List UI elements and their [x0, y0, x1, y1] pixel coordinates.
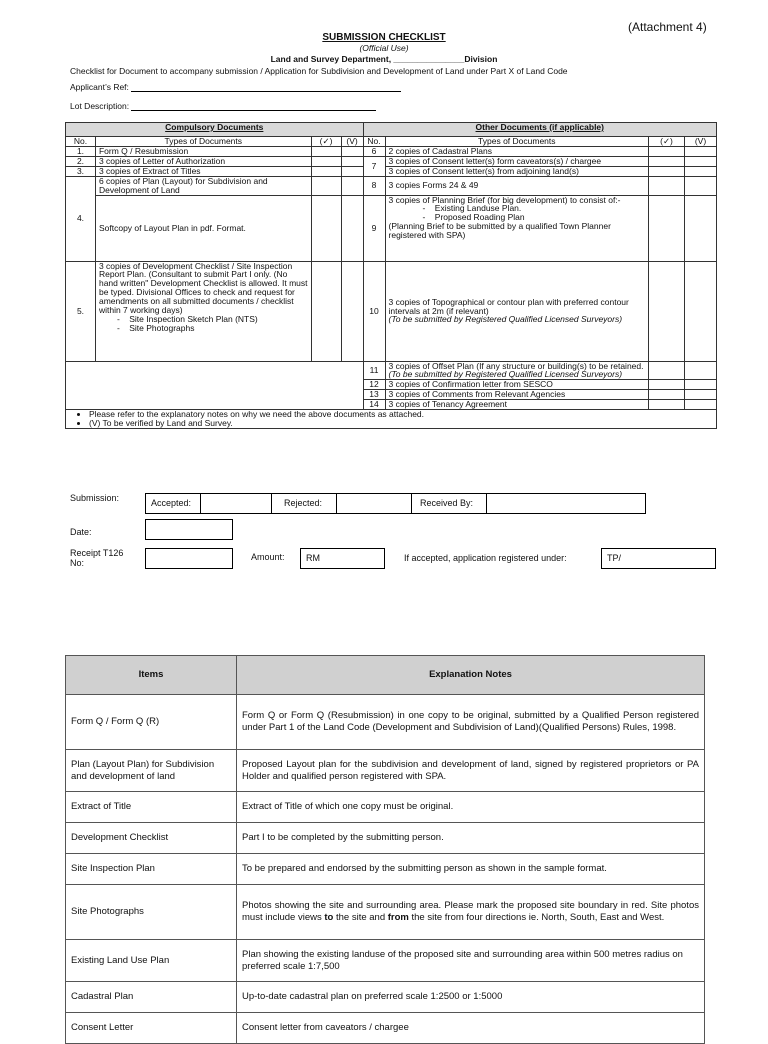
- amount-box[interactable]: RM: [300, 548, 385, 569]
- sub-item: - Site Photographs: [116, 322, 195, 333]
- row-no: 7: [363, 156, 385, 176]
- verify-cell[interactable]: [684, 176, 716, 195]
- doc-type: 2 copies of Cadastral Plans: [385, 146, 649, 156]
- tp-box[interactable]: TP/: [601, 548, 716, 569]
- row-no: 13: [363, 390, 385, 400]
- row-no: 4.: [66, 176, 96, 261]
- col-tick: (✓): [311, 137, 341, 147]
- attachment-label: (Attachment 4): [628, 20, 707, 34]
- lot-description-field: [70, 101, 376, 111]
- doc-type: 3 copies of Letter of Authorization: [95, 156, 311, 166]
- registered-label: If accepted, application registered under:: [404, 553, 567, 563]
- verify-cell[interactable]: [684, 166, 716, 176]
- doc-type: Softcopy of Layout Plan in pdf. Format.: [95, 195, 311, 261]
- item-cell: Consent Letter: [66, 1013, 237, 1044]
- doc-type: 6 copies of Plan (Layout) for Subdivision and Development of Land: [95, 176, 311, 195]
- rejected-label: Rejected:: [271, 493, 337, 514]
- note-cell: Plan showing the existing landuse of the proposed site and surrounding area within 500 metres radius on preferred scale 1:7,500: [237, 940, 705, 982]
- item-cell: Site Photographs: [66, 885, 237, 940]
- row-no: 14: [363, 400, 385, 410]
- tick-cell[interactable]: [649, 261, 685, 361]
- verify-cell[interactable]: [684, 380, 716, 390]
- doc-type: 3 copies of Tenancy Agreement: [385, 400, 649, 410]
- row-no: 2.: [66, 156, 96, 166]
- notes-cell: [66, 410, 717, 429]
- sub-item-label: Site Inspection Sketch Plan (NTS): [129, 314, 258, 325]
- note-cell: Consent letter from caveators / chargee: [237, 1013, 705, 1044]
- tick-cell[interactable]: [649, 176, 685, 195]
- verify-cell[interactable]: [684, 195, 716, 261]
- note-cell: To be prepared and endorsed by the submitting person as shown in the sample format.: [237, 854, 705, 885]
- submission-label: Submission:: [70, 493, 120, 503]
- col-v: (V): [341, 137, 363, 147]
- applicant-ref-label: Applicant’s Ref:: [70, 82, 129, 92]
- doc-type-italic: (To be submitted by Registered Qualified Licensed Surveyors): [388, 369, 623, 380]
- receipt-box[interactable]: [145, 548, 233, 569]
- note-text: Photos showing the site and surrounding area. Please mark the proposed site boundary in red. Site photos must include views: [242, 900, 699, 923]
- amount-label: Amount:: [251, 552, 285, 562]
- doc-type-text: 3 copies of Planning Brief (for big development) to consist of:-: [388, 194, 621, 205]
- tick-cell[interactable]: [649, 195, 685, 261]
- tick-cell[interactable]: [649, 380, 685, 390]
- tick-cell[interactable]: [649, 361, 685, 380]
- verify-cell[interactable]: [341, 195, 363, 261]
- explanation-table: [65, 655, 705, 1044]
- page-title: SUBMISSION CHECKLIST: [322, 32, 446, 43]
- note-cell: Up-to-date cadastral plan on preferred scale 1:2500 or 1:5000: [237, 982, 705, 1013]
- tick-cell[interactable]: [311, 156, 341, 166]
- col-types: Types of Documents: [95, 137, 311, 147]
- row-no: 9: [363, 195, 385, 261]
- other-title: Other Documents (if applicable): [363, 123, 716, 137]
- verify-cell[interactable]: [341, 146, 363, 156]
- sub-item: - Site Inspection Sketch Plan (NTS): [116, 314, 258, 325]
- department-label: Land and Survey Department, _______________Division: [270, 54, 498, 64]
- note-item: • Please refer to the explanatory notes on why we need the above documents as attached.: [89, 410, 713, 419]
- doc-type: [95, 261, 311, 361]
- checklist-table: [65, 122, 717, 429]
- note-cell: Part I to be completed by the submitting person.: [237, 823, 705, 854]
- verify-cell[interactable]: [684, 146, 716, 156]
- sub-item-label: Existing Landuse Plan.: [434, 203, 522, 214]
- tick-cell[interactable]: [649, 166, 685, 176]
- receipt-label-line1: Receipt T126: [70, 548, 124, 558]
- tick-cell[interactable]: [649, 156, 685, 166]
- doc-type: 3 copies of Comments from Relevant Agencies: [385, 390, 649, 400]
- received-box[interactable]: [486, 493, 646, 514]
- row-no: 10: [363, 261, 385, 361]
- item-cell: Cadastral Plan: [66, 982, 237, 1013]
- col-no: No.: [363, 137, 385, 147]
- doc-type: Form Q / Resubmission: [95, 146, 311, 156]
- item-cell: Site Inspection Plan: [66, 854, 237, 885]
- row-no: 6: [363, 146, 385, 156]
- sub-item-label: Site Photographs: [129, 322, 195, 333]
- note-emphasis: to: [324, 912, 334, 923]
- sub-item-label: Proposed Roading Plan: [434, 212, 525, 223]
- tick-cell[interactable]: [311, 146, 341, 156]
- doc-type-tail: (Planning Brief to be submitted by a qualified Town Planner registered with SPA): [388, 221, 611, 241]
- tick-cell[interactable]: [649, 390, 685, 400]
- verify-cell[interactable]: [341, 156, 363, 166]
- col-tick: (✓): [649, 137, 685, 147]
- col-items: Items: [66, 656, 237, 695]
- item-cell: Extract of Title: [66, 792, 237, 823]
- doc-type-text: 3 copies of Offset Plan (If any structure or building(s) to be retained.: [388, 360, 644, 371]
- doc-type-italic: (To be submitted by Registered Qualified Licensed Surveyors): [388, 314, 623, 325]
- doc-type: 3 copies of Extract of Titles: [95, 166, 311, 176]
- applicant-ref-line: [131, 82, 401, 92]
- lot-description-label: Lot Description:: [70, 101, 130, 111]
- doc-type-text: 3 copies of Development Checklist / Site Inspection Report Plan. (Consultant to submit Part I only. (No hand written" Development Checklist is allowed. It must be typed. Divisional Offices to check and request for amendments on all submitted documents / checklist within 7 working days): [98, 260, 308, 316]
- tick-cell[interactable]: [649, 146, 685, 156]
- col-v: (V): [684, 137, 716, 147]
- sub-item: - Existing Landuse Plan.: [422, 203, 522, 214]
- blank-cell: [66, 361, 364, 410]
- date-box[interactable]: [145, 519, 233, 540]
- received-label: Received By:: [411, 493, 487, 514]
- doc-type: [385, 195, 649, 261]
- doc-type: [385, 361, 649, 380]
- item-cell: Plan (Layout Plan) for Subdivision and development of land: [66, 750, 237, 792]
- note-text: the site from four directions ie. North, South, East and West.: [408, 912, 665, 923]
- verify-cell[interactable]: [684, 361, 716, 380]
- col-no: No.: [66, 137, 96, 147]
- row-no: 3.: [66, 166, 96, 176]
- item-cell: Development Checklist: [66, 823, 237, 854]
- note-cell: Form Q or Form Q (Resubmission) in one copy to be original, submitted by a Qualified Person registered under Part 1 of the Land Code (Development and Subdivision of Land)(Qualified Persons) Rules, 1998.: [237, 695, 705, 750]
- note-item: • (V) To be verified by Land and Survey.: [89, 419, 713, 428]
- doc-type: 3 copies Forms 24 & 49: [385, 176, 649, 195]
- verify-cell[interactable]: [684, 156, 716, 166]
- row-no: 5.: [66, 261, 96, 361]
- row-no: 8: [363, 176, 385, 195]
- note-emphasis: from: [387, 912, 409, 923]
- note-cell: Proposed Layout plan for the subdivision and development of land, signed by registered proprietors or PA Holder and qualified person registered with SPA.: [237, 750, 705, 792]
- col-notes: Explanation Notes: [237, 656, 705, 695]
- official-use-label: (Official Use): [359, 43, 409, 53]
- note-cell: Extract of Title of which one copy must be original.: [237, 792, 705, 823]
- verify-cell[interactable]: [341, 176, 363, 195]
- tick-cell[interactable]: [311, 195, 341, 261]
- note-cell: [237, 885, 705, 940]
- rejected-box[interactable]: [336, 493, 412, 514]
- row-no: 1.: [66, 146, 96, 156]
- note-text: the site and: [333, 912, 388, 923]
- tick-cell[interactable]: [311, 166, 341, 176]
- receipt-label-line2: No:: [70, 558, 85, 568]
- doc-type: [385, 261, 649, 361]
- date-label: Date:: [70, 527, 92, 537]
- verify-cell[interactable]: [684, 261, 716, 361]
- accepted-box[interactable]: [200, 493, 272, 514]
- doc-type-text: 3 copies of Topographical or contour plan with preferred contour intervals at 2m (if relevant): [388, 296, 629, 316]
- applicant-ref-field: [70, 82, 401, 92]
- tick-cell[interactable]: [649, 400, 685, 410]
- doc-type: 3 copies of Consent letter(s) form caveators(s) / chargee: [385, 156, 649, 166]
- row-no: 11: [363, 361, 385, 380]
- item-cell: Existing Land Use Plan: [66, 940, 237, 982]
- lot-description-line: [131, 101, 376, 111]
- row-no: 12: [363, 380, 385, 390]
- verify-cell[interactable]: [684, 400, 716, 410]
- receipt-label: [70, 548, 123, 568]
- intro-text: Checklist for Document to accompany submission / Application for Subdivision and Development of Land under Part X of Land Code: [70, 66, 568, 76]
- compulsory-title: Compulsory Documents: [66, 123, 364, 137]
- tick-cell[interactable]: [311, 176, 341, 195]
- tick-cell[interactable]: [311, 261, 341, 361]
- sub-item: - Proposed Roading Plan: [422, 212, 525, 223]
- verify-cell[interactable]: [341, 166, 363, 176]
- doc-type: 3 copies of Consent letter(s) from adjoining land(s): [385, 166, 649, 176]
- verify-cell[interactable]: [684, 390, 716, 400]
- accepted-label: Accepted:: [145, 493, 201, 514]
- item-cell: Form Q / Form Q (R): [66, 695, 237, 750]
- doc-type: 3 copies of Confirmation letter from SESCO: [385, 380, 649, 390]
- verify-cell[interactable]: [341, 261, 363, 361]
- col-types: Types of Documents: [385, 137, 649, 147]
